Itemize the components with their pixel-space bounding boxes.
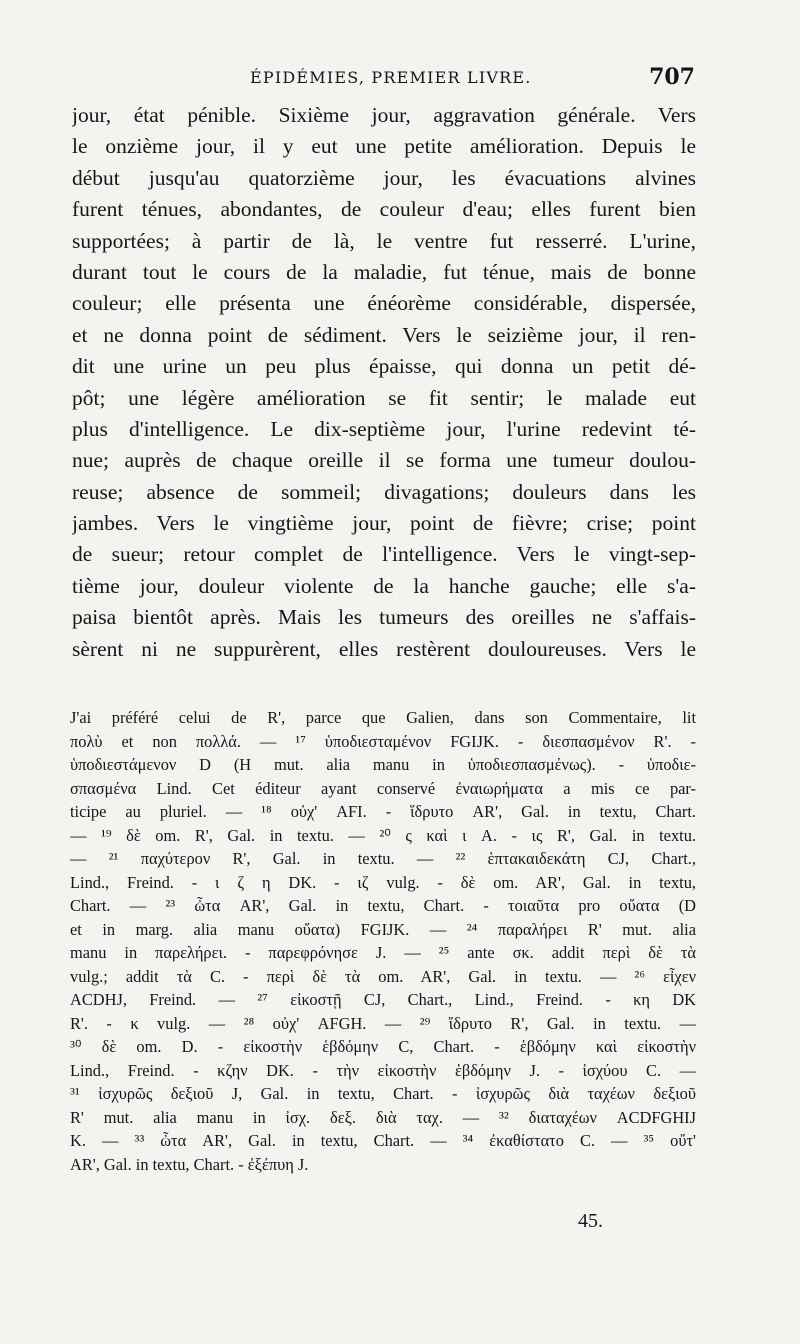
footnote-line: — ²¹ παχύτερον R', Gal. in textu. — ²² ἑπτακαιδεκάτη CJ, Chart., xyxy=(70,849,696,868)
text-line: sèrent ni ne suppurèrent, elles restèrent douloureuses. Vers le xyxy=(72,636,696,661)
text-line: dit une urine un peu plus épaisse, qui donna un petit dé- xyxy=(72,354,696,379)
text-line: jambes. Vers le vingtième jour, point de fièvre; crise; point xyxy=(72,511,696,536)
footnote-line: Chart. — ²³ ὦτα AR', Gal. in textu, Chart. - τοιαῦτα pro οὔατα (D xyxy=(70,896,696,915)
text-line: furent ténues, abondantes, de couleur d'eau; elles furent bien xyxy=(72,197,696,222)
footnote-line: AR', Gal. in textu, Chart. - ἐξέπυη J. xyxy=(70,1154,309,1174)
running-title: ÉPIDÉMIES, PREMIER LIVRE. xyxy=(250,68,532,87)
text-line: plus d'intelligence. Le dix-septième jour, l'urine redevint té- xyxy=(72,416,696,441)
page-number: 707 xyxy=(649,64,695,90)
footnote-line: πολὺ et non πολλά. — ¹⁷ ὑποδιεσταμένον FGIJK. - διεσπασμένον R'. - xyxy=(70,731,696,751)
footnote-line: et in marg. alia manu οὔατα) FGIJK. — ²⁴ παραλήρει R' mut. alia xyxy=(70,919,696,939)
page-header xyxy=(0,60,800,100)
footnotes-block xyxy=(70,706,696,1176)
footnote-line: manu in παρελήρει. - παρεφρόνησε J. — ²⁵ ante σκ. addit περὶ δὲ τὰ xyxy=(70,943,696,962)
text-line: et ne donna point de sédiment. Vers le seizième jour, il ren- xyxy=(72,322,696,347)
footnote-line: Lind., Freind. - κζην DK. - τὴν εἰκοστὴν ἑβδόμην J. - ἰσχύου C. — xyxy=(70,1060,696,1080)
footnote-line: σπασμένα Lind. Cet éditeur ayant conservé ἐναιωρήματα a mis ce par- xyxy=(70,778,696,798)
text-line: de sueur; retour complet de l'intelligence. Vers le vingt-sep- xyxy=(72,542,696,567)
text-line: nue; auprès de chaque oreille il se forma une tumeur doulou- xyxy=(72,448,696,473)
footnote-line: K. — ³³ ὦτα AR', Gal. in textu, Chart. — ³⁴ ἐκαθίστατο C. — ³⁵ οὔτ' xyxy=(70,1131,696,1150)
text-line: reuse; absence de sommeil; divagations; douleurs dans les xyxy=(72,479,696,504)
text-line: pôt; une légère amélioration se fit sentir; le malade eut xyxy=(72,385,696,410)
text-line: couleur; elle présenta une énéorème considérable, dispersée, xyxy=(72,291,696,316)
footnote-line: ACDHJ, Freind. — ²⁷ εἰκοστῇ CJ, Chart., Lind., Freind. - κη DK xyxy=(70,990,696,1009)
footnote-line: ³⁰ δὲ om. D. - εἰκοστὴν ἑβδόμην C, Chart. - ἑβδόμην καὶ εἰκοστὴν xyxy=(70,1037,696,1056)
text-line: supportées; à partir de là, le ventre fut resserré. L'urine, xyxy=(72,228,696,253)
footnote-line: J'ai préféré celui de R', parce que Galien, dans son Commentaire, lit xyxy=(70,708,696,727)
footnote-line: ticipe au pluriel. — ¹⁸ οὐχ' AFI. - ἵδρυτο AR', Gal. in textu, Chart. xyxy=(70,802,696,821)
footnote-line: ὑποδιεστάμενον D (H mut. alia manu in ὑποδιεσπασμένως). - ὑποδιε- xyxy=(70,755,696,774)
footnote-line: R'. - κ vulg. — ²⁸ οὐχ' AFGH. — ²⁹ ἵδρυτο R', Gal. in textu. — xyxy=(70,1013,696,1033)
text-line: paisa bientôt après. Mais les tumeurs des oreilles ne s'affais- xyxy=(72,605,696,630)
footnote-line: R' mut. alia manu in ἰσχ. δεξ. διὰ ταχ. — ³² διαταχέων ACDFGHIJ xyxy=(70,1107,696,1127)
text-line: durant tout le cours de la maladie, fut ténue, mais de bonne xyxy=(72,259,696,284)
footnote-line: vulg.; addit τὰ C. - περὶ δὲ τὰ om. AR', Gal. in textu. — ²⁶ εἶχεν xyxy=(70,966,696,986)
footnote-line: Lind., Freind. - ι ζ η DK. - ιζ vulg. - δὲ om. AR', Gal. in textu, xyxy=(70,872,696,892)
text-line: jour, état pénible. Sixième jour, aggravation générale. Vers xyxy=(72,103,696,127)
footnote-line: ³¹ ἰσχυρῶς δεξιοῦ J, Gal. in textu, Chart. - ἰσχυρῶς διὰ ταχέων δεξιοῦ xyxy=(70,1084,696,1103)
footnote-line: — ¹⁹ δὲ om. R', Gal. in textu. — ²⁰ ς καὶ ι A. - ις R', Gal. in textu. xyxy=(70,825,696,845)
text-line: début jusqu'au quatorzième jour, les évacuations alvines xyxy=(72,165,696,190)
signature-mark: 45. xyxy=(578,1210,603,1232)
text-line: tième jour, douleur violente de la hanche gauche; elle s'a- xyxy=(72,573,696,598)
text-line: le onzième jour, il y eut une petite amélioration. Depuis le xyxy=(72,134,696,159)
main-text-block xyxy=(72,100,696,665)
